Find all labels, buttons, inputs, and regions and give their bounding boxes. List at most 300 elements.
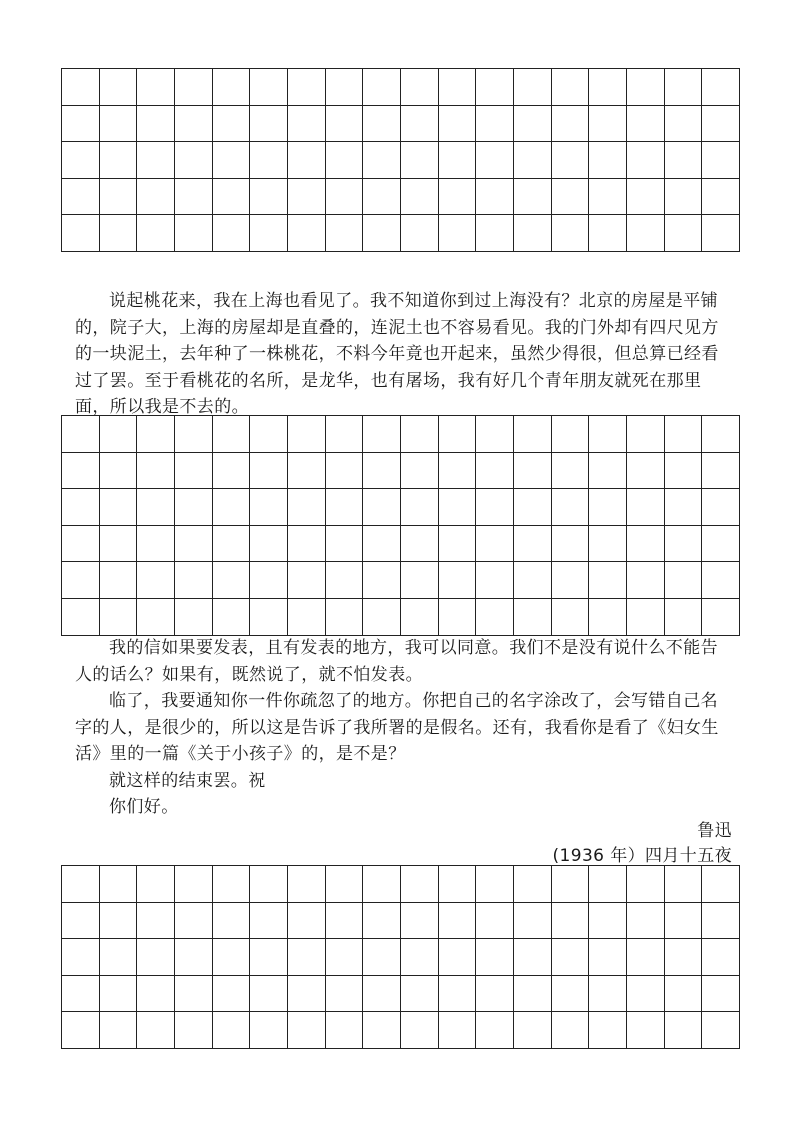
grid-cell[interactable] xyxy=(513,69,551,106)
grid-cell[interactable] xyxy=(174,142,212,179)
grid-cell[interactable] xyxy=(438,178,476,215)
paragraph-pseudonym: 临了，我要通知你一件你疏忽了的地方。你把自己的名字涂改了，会写错自己名字的人，是很少的，所以这是告诉了我所署的是假名。还有，我看你是看了《妇女生活》里的一篇《关于小孩子》的，是不是？ xyxy=(75,691,719,764)
grid-cell[interactable] xyxy=(513,866,551,903)
grid-cell[interactable] xyxy=(287,525,325,562)
grid-cell[interactable] xyxy=(438,598,476,635)
grid-cell[interactable] xyxy=(513,105,551,142)
signature-author: 鲁迅 xyxy=(697,821,732,841)
grid-cell[interactable] xyxy=(363,178,401,215)
grid-cell[interactable] xyxy=(212,489,250,526)
grid-cell[interactable] xyxy=(589,939,627,976)
grid-cell[interactable] xyxy=(99,562,137,599)
grid-cell[interactable] xyxy=(250,416,288,453)
grid-cell[interactable] xyxy=(476,939,514,976)
grid-cell[interactable] xyxy=(137,598,175,635)
grid-cell[interactable] xyxy=(250,975,288,1012)
grid-cell[interactable] xyxy=(62,105,100,142)
grid-cell[interactable] xyxy=(400,489,438,526)
grid-cell[interactable] xyxy=(589,215,627,252)
grid-cell[interactable] xyxy=(250,215,288,252)
grid-cell[interactable] xyxy=(174,902,212,939)
grid-cell[interactable] xyxy=(212,452,250,489)
grid-cell[interactable] xyxy=(62,902,100,939)
grid-cell[interactable] xyxy=(174,178,212,215)
grid-cell[interactable] xyxy=(250,69,288,106)
grid-cell[interactable] xyxy=(400,525,438,562)
grid-cell[interactable] xyxy=(400,142,438,179)
grid-cell[interactable] xyxy=(626,902,664,939)
grid-cell[interactable] xyxy=(702,142,740,179)
grid-cell[interactable] xyxy=(287,452,325,489)
grid-cell[interactable] xyxy=(212,178,250,215)
grid-cell[interactable] xyxy=(400,939,438,976)
grid-cell[interactable] xyxy=(702,178,740,215)
grid-cell[interactable] xyxy=(212,69,250,106)
grid-cell[interactable] xyxy=(287,902,325,939)
grid-cell[interactable] xyxy=(62,939,100,976)
grid-cell[interactable] xyxy=(513,142,551,179)
grid-cell[interactable] xyxy=(702,525,740,562)
grid-cell[interactable] xyxy=(589,178,627,215)
grid-cell[interactable] xyxy=(287,416,325,453)
grid-cell[interactable] xyxy=(62,178,100,215)
grid-cell[interactable] xyxy=(476,1012,514,1049)
grid-cell[interactable] xyxy=(702,866,740,903)
grid-cell[interactable] xyxy=(287,939,325,976)
grid-cell[interactable] xyxy=(99,105,137,142)
grid-cell[interactable] xyxy=(438,866,476,903)
grid-cell[interactable] xyxy=(702,215,740,252)
grid-cell[interactable] xyxy=(174,105,212,142)
grid-cell[interactable] xyxy=(702,975,740,1012)
grid-cell[interactable] xyxy=(363,489,401,526)
grid-cell[interactable] xyxy=(589,598,627,635)
grid-cell[interactable] xyxy=(589,1012,627,1049)
grid-cell[interactable] xyxy=(137,902,175,939)
grid-cell[interactable] xyxy=(325,452,363,489)
grid-cell[interactable] xyxy=(702,69,740,106)
grid-cell[interactable] xyxy=(438,489,476,526)
grid-cell[interactable] xyxy=(287,866,325,903)
grid-cell[interactable] xyxy=(137,975,175,1012)
grid-cell[interactable] xyxy=(137,939,175,976)
grid-cell[interactable] xyxy=(551,178,589,215)
grid-cell[interactable] xyxy=(137,69,175,106)
grid-cell[interactable] xyxy=(363,525,401,562)
grid-cell[interactable] xyxy=(400,105,438,142)
grid-cell[interactable] xyxy=(513,452,551,489)
grid-cell[interactable] xyxy=(363,69,401,106)
grid-cell[interactable] xyxy=(62,489,100,526)
grid-cell[interactable] xyxy=(664,178,702,215)
grid-cell[interactable] xyxy=(99,1012,137,1049)
grid-cell[interactable] xyxy=(589,975,627,1012)
grid-cell[interactable] xyxy=(626,866,664,903)
grid-cell[interactable] xyxy=(363,452,401,489)
paragraph-greeting: 你们好。 xyxy=(109,797,179,817)
grid-cell[interactable] xyxy=(702,939,740,976)
grid-cell[interactable] xyxy=(287,1012,325,1049)
signature-date: (1936 年）四月十五夜 xyxy=(552,846,732,866)
grid-cell[interactable] xyxy=(400,598,438,635)
grid-cell[interactable] xyxy=(99,142,137,179)
grid-cell[interactable] xyxy=(99,416,137,453)
grid-cell[interactable] xyxy=(212,562,250,599)
grid-cell[interactable] xyxy=(626,525,664,562)
grid-cell[interactable] xyxy=(626,215,664,252)
grid-cell[interactable] xyxy=(325,525,363,562)
grid-cell[interactable] xyxy=(702,452,740,489)
grid-cell[interactable] xyxy=(212,598,250,635)
grid-cell[interactable] xyxy=(325,416,363,453)
grid-cell[interactable] xyxy=(287,69,325,106)
grid-cell[interactable] xyxy=(476,562,514,599)
grid-cell[interactable] xyxy=(137,215,175,252)
grid-row xyxy=(62,975,740,1012)
grid-cell[interactable] xyxy=(174,452,212,489)
grid-cell[interactable] xyxy=(400,562,438,599)
grid-cell[interactable] xyxy=(589,142,627,179)
grid-cell[interactable] xyxy=(513,598,551,635)
grid-cell[interactable] xyxy=(664,416,702,453)
grid-cell[interactable] xyxy=(212,1012,250,1049)
grid-cell[interactable] xyxy=(702,489,740,526)
grid-cell[interactable] xyxy=(551,939,589,976)
grid-cell[interactable] xyxy=(99,489,137,526)
grid-cell[interactable] xyxy=(287,215,325,252)
grid-cell[interactable] xyxy=(476,902,514,939)
grid-cell[interactable] xyxy=(99,69,137,106)
grid-cell[interactable] xyxy=(137,105,175,142)
grid-cell[interactable] xyxy=(438,975,476,1012)
grid-cell[interactable] xyxy=(174,975,212,1012)
grid-cell[interactable] xyxy=(664,939,702,976)
grid-cell[interactable] xyxy=(626,939,664,976)
grid-cell[interactable] xyxy=(476,598,514,635)
grid-cell[interactable] xyxy=(551,69,589,106)
grid-cell[interactable] xyxy=(438,105,476,142)
grid-cell[interactable] xyxy=(513,525,551,562)
grid-cell[interactable] xyxy=(325,105,363,142)
grid-cell[interactable] xyxy=(400,178,438,215)
grid-cell[interactable] xyxy=(551,598,589,635)
grid-cell[interactable] xyxy=(287,489,325,526)
grid-cell[interactable] xyxy=(212,416,250,453)
grid-cell[interactable] xyxy=(99,452,137,489)
grid-cell[interactable] xyxy=(400,1012,438,1049)
grid-cell[interactable] xyxy=(62,598,100,635)
grid-cell[interactable] xyxy=(513,562,551,599)
grid-cell[interactable] xyxy=(137,525,175,562)
grid-cell[interactable] xyxy=(363,1012,401,1049)
grid-cell[interactable] xyxy=(174,562,212,599)
grid-cell[interactable] xyxy=(363,562,401,599)
grid-cell[interactable] xyxy=(664,105,702,142)
grid-cell[interactable] xyxy=(212,902,250,939)
grid-cell[interactable] xyxy=(438,902,476,939)
grid-cell[interactable] xyxy=(325,939,363,976)
grid-cell[interactable] xyxy=(589,866,627,903)
grid-cell[interactable] xyxy=(363,105,401,142)
grid-cell[interactable] xyxy=(62,975,100,1012)
grid-cell[interactable] xyxy=(589,902,627,939)
grid-cell[interactable] xyxy=(513,489,551,526)
grid-cell[interactable] xyxy=(250,489,288,526)
grid-cell[interactable] xyxy=(626,416,664,453)
grid-cell[interactable] xyxy=(589,525,627,562)
grid-cell[interactable] xyxy=(174,416,212,453)
grid-cell[interactable] xyxy=(476,489,514,526)
grid-cell[interactable] xyxy=(476,416,514,453)
grid-cell[interactable] xyxy=(438,69,476,106)
grid-cell[interactable] xyxy=(400,416,438,453)
grid-cell[interactable] xyxy=(287,142,325,179)
paragraph-ending: 就这样的结束罢。祝 xyxy=(109,770,266,791)
grid-cell[interactable] xyxy=(137,416,175,453)
grid-cell[interactable] xyxy=(702,598,740,635)
grid-cell[interactable] xyxy=(62,866,100,903)
grid-cell[interactable] xyxy=(99,902,137,939)
grid-row xyxy=(62,525,740,562)
grid-cell[interactable] xyxy=(250,525,288,562)
grid-row xyxy=(62,452,740,489)
grid-cell[interactable] xyxy=(513,215,551,252)
grid-cell[interactable] xyxy=(250,178,288,215)
grid-cell[interactable] xyxy=(438,142,476,179)
grid-cell[interactable] xyxy=(363,902,401,939)
grid-cell[interactable] xyxy=(250,562,288,599)
grid-cell[interactable] xyxy=(99,525,137,562)
grid-cell[interactable] xyxy=(174,215,212,252)
grid-cell[interactable] xyxy=(99,598,137,635)
grid-cell[interactable] xyxy=(551,142,589,179)
grid-cell[interactable] xyxy=(438,525,476,562)
grid-cell[interactable] xyxy=(476,142,514,179)
grid-cell[interactable] xyxy=(476,69,514,106)
grid-cell[interactable] xyxy=(325,142,363,179)
grid-cell[interactable] xyxy=(400,452,438,489)
grid-cell[interactable] xyxy=(287,178,325,215)
grid-cell[interactable] xyxy=(99,866,137,903)
grid-cell[interactable] xyxy=(250,939,288,976)
grid-cell[interactable] xyxy=(212,975,250,1012)
grid-cell[interactable] xyxy=(551,452,589,489)
grid-cell[interactable] xyxy=(62,525,100,562)
grid-cell[interactable] xyxy=(664,215,702,252)
grid-cell[interactable] xyxy=(626,489,664,526)
grid-cell[interactable] xyxy=(250,866,288,903)
grid-cell[interactable] xyxy=(513,416,551,453)
grid-cell[interactable] xyxy=(62,69,100,106)
grid-cell[interactable] xyxy=(551,105,589,142)
grid-cell[interactable] xyxy=(664,1012,702,1049)
grid-row xyxy=(62,562,740,599)
grid-cell[interactable] xyxy=(476,215,514,252)
grid-cell[interactable] xyxy=(626,142,664,179)
grid-cell[interactable] xyxy=(589,69,627,106)
grid-cell[interactable] xyxy=(99,178,137,215)
grid-cell[interactable] xyxy=(137,866,175,903)
grid-cell[interactable] xyxy=(589,105,627,142)
grid-cell[interactable] xyxy=(174,598,212,635)
grid-cell[interactable] xyxy=(250,598,288,635)
grid-cell[interactable] xyxy=(174,1012,212,1049)
grid-cell[interactable] xyxy=(363,142,401,179)
grid-cell[interactable] xyxy=(363,975,401,1012)
grid-cell[interactable] xyxy=(212,525,250,562)
grid-cell[interactable] xyxy=(476,105,514,142)
grid-cell[interactable] xyxy=(137,452,175,489)
grid-cell[interactable] xyxy=(137,1012,175,1049)
grid-cell[interactable] xyxy=(626,1012,664,1049)
grid-cell[interactable] xyxy=(702,562,740,599)
grid-cell[interactable] xyxy=(287,975,325,1012)
grid-cell[interactable] xyxy=(250,142,288,179)
grid-cell[interactable] xyxy=(363,416,401,453)
grid-cell[interactable] xyxy=(174,69,212,106)
grid-cell[interactable] xyxy=(62,562,100,599)
grid-cell[interactable] xyxy=(174,489,212,526)
grid-cell[interactable] xyxy=(664,562,702,599)
grid-cell[interactable] xyxy=(664,866,702,903)
grid-cell[interactable] xyxy=(250,452,288,489)
grid-cell[interactable] xyxy=(62,452,100,489)
grid-cell[interactable] xyxy=(476,975,514,1012)
grid-cell[interactable] xyxy=(438,939,476,976)
grid-cell[interactable] xyxy=(400,69,438,106)
grid-cell[interactable] xyxy=(702,1012,740,1049)
grid-cell[interactable] xyxy=(626,452,664,489)
grid-cell[interactable] xyxy=(438,452,476,489)
grid-cell[interactable] xyxy=(551,562,589,599)
grid-cell[interactable] xyxy=(325,489,363,526)
grid-cell[interactable] xyxy=(325,215,363,252)
grid-cell[interactable] xyxy=(137,562,175,599)
grid-cell[interactable] xyxy=(99,939,137,976)
grid-row xyxy=(62,939,740,976)
grid-cell[interactable] xyxy=(476,866,514,903)
grid-cell[interactable] xyxy=(62,1012,100,1049)
grid-cell[interactable] xyxy=(174,525,212,562)
grid-cell[interactable] xyxy=(325,866,363,903)
grid-cell[interactable] xyxy=(664,902,702,939)
grid-cell[interactable] xyxy=(400,975,438,1012)
grid-cell[interactable] xyxy=(513,939,551,976)
grid-cell[interactable] xyxy=(626,178,664,215)
grid-cell[interactable] xyxy=(551,215,589,252)
grid-cell[interactable] xyxy=(589,452,627,489)
grid-cell[interactable] xyxy=(287,562,325,599)
grid-cell[interactable] xyxy=(438,1012,476,1049)
grid-cell[interactable] xyxy=(250,105,288,142)
grid-cell[interactable] xyxy=(363,215,401,252)
grid-cell[interactable] xyxy=(325,69,363,106)
grid-cell[interactable] xyxy=(325,902,363,939)
grid-cell[interactable] xyxy=(62,215,100,252)
grid-cell[interactable] xyxy=(325,975,363,1012)
grid-cell[interactable] xyxy=(174,939,212,976)
grid-cell[interactable] xyxy=(626,105,664,142)
grid-cell[interactable] xyxy=(702,105,740,142)
grid-cell[interactable] xyxy=(99,215,137,252)
grid-cell[interactable] xyxy=(400,902,438,939)
grid-cell[interactable] xyxy=(99,975,137,1012)
grid-cell[interactable] xyxy=(212,142,250,179)
grid-cell[interactable] xyxy=(551,975,589,1012)
grid-cell[interactable] xyxy=(664,142,702,179)
grid-cell[interactable] xyxy=(664,598,702,635)
grid-cell[interactable] xyxy=(626,562,664,599)
grid-cell[interactable] xyxy=(250,902,288,939)
grid-cell[interactable] xyxy=(551,902,589,939)
grid-cell[interactable] xyxy=(626,975,664,1012)
grid-cell[interactable] xyxy=(363,939,401,976)
grid-cell[interactable] xyxy=(476,452,514,489)
grid-cell[interactable] xyxy=(513,1012,551,1049)
grid-cell[interactable] xyxy=(325,598,363,635)
grid-cell[interactable] xyxy=(513,975,551,1012)
grid-cell[interactable] xyxy=(664,975,702,1012)
grid-cell[interactable] xyxy=(174,866,212,903)
grid-cell[interactable] xyxy=(664,489,702,526)
grid-cell[interactable] xyxy=(589,562,627,599)
grid-cell[interactable] xyxy=(212,939,250,976)
grid-cell[interactable] xyxy=(287,105,325,142)
grid-cell[interactable] xyxy=(513,902,551,939)
grid-cell[interactable] xyxy=(513,178,551,215)
letter-section-closing xyxy=(75,635,735,821)
grid-cell[interactable] xyxy=(589,416,627,453)
grid-cell[interactable] xyxy=(664,452,702,489)
grid-row xyxy=(62,866,740,903)
grid-cell[interactable] xyxy=(551,416,589,453)
grid-cell[interactable] xyxy=(438,215,476,252)
grid-cell[interactable] xyxy=(664,525,702,562)
grid-cell[interactable] xyxy=(551,525,589,562)
grid-cell[interactable] xyxy=(589,489,627,526)
grid-cell[interactable] xyxy=(250,1012,288,1049)
grid-cell[interactable] xyxy=(438,416,476,453)
grid-cell[interactable] xyxy=(363,866,401,903)
grid-cell[interactable] xyxy=(137,142,175,179)
grid-cell[interactable] xyxy=(212,105,250,142)
grid-cell[interactable] xyxy=(476,178,514,215)
grid-cell[interactable] xyxy=(287,598,325,635)
grid-cell[interactable] xyxy=(363,598,401,635)
grid-cell[interactable] xyxy=(62,142,100,179)
grid-cell[interactable] xyxy=(664,69,702,106)
grid-cell[interactable] xyxy=(325,1012,363,1049)
grid-cell[interactable] xyxy=(702,902,740,939)
grid-cell[interactable] xyxy=(626,69,664,106)
grid-cell[interactable] xyxy=(626,598,664,635)
grid-cell[interactable] xyxy=(551,866,589,903)
grid-cell[interactable] xyxy=(551,1012,589,1049)
grid-cell[interactable] xyxy=(438,562,476,599)
grid-cell[interactable] xyxy=(212,866,250,903)
grid-cell[interactable] xyxy=(325,562,363,599)
grid-cell[interactable] xyxy=(400,866,438,903)
grid-cell[interactable] xyxy=(137,489,175,526)
grid-cell[interactable] xyxy=(212,215,250,252)
grid-cell[interactable] xyxy=(551,489,589,526)
grid-cell[interactable] xyxy=(325,178,363,215)
grid-cell[interactable] xyxy=(62,416,100,453)
grid-cell[interactable] xyxy=(476,525,514,562)
grid-cell[interactable] xyxy=(137,178,175,215)
grid-cell[interactable] xyxy=(400,215,438,252)
grid-cell[interactable] xyxy=(702,416,740,453)
